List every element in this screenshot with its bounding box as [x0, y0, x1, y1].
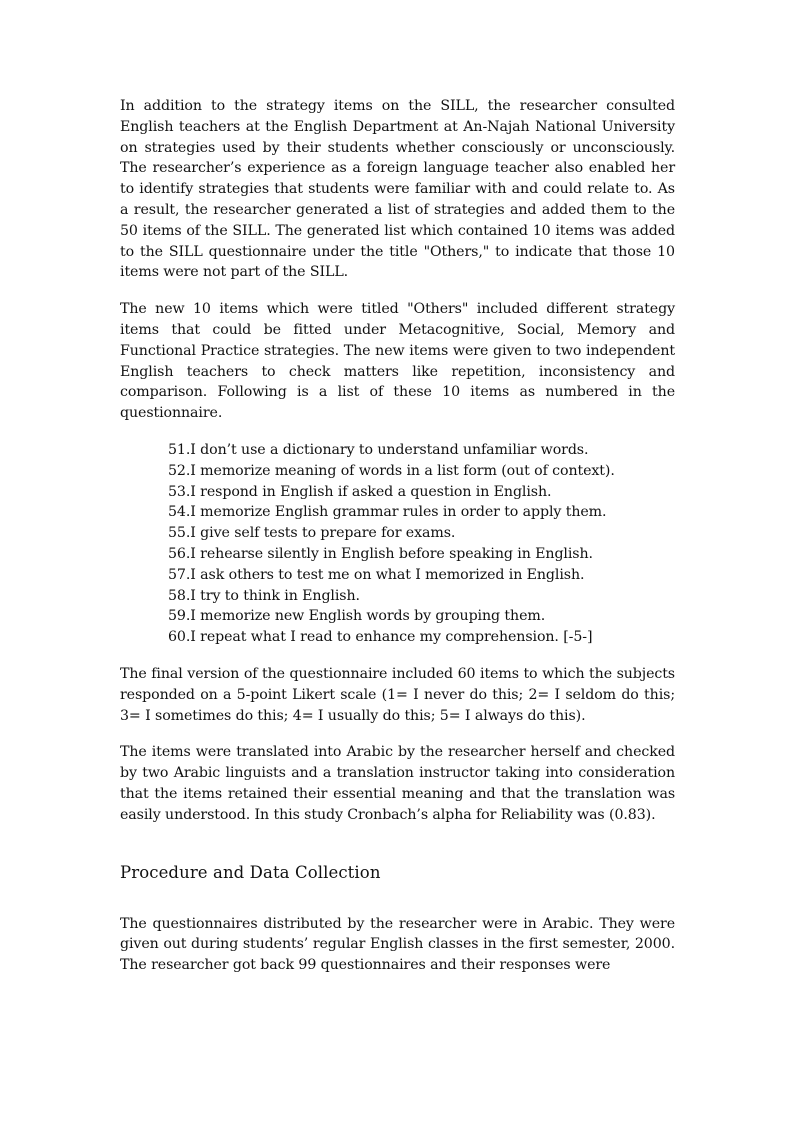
paragraph-strategy-items: In addition to the strategy items on the SILL, the researcher consulted English teachers at the English Department at An-Najah National University on strategies used by their students whether consciously or unconsciously. The researcher’s experience as a foreign language teacher also enabled her to identify strategies that students were familiar with and could relate to. As a result, the researcher generated a list of strategies and added them to the 50 items of the SILL. The generated list which contained 10 items was added to the SILL questionnaire under the title "Others," to indicate that those 10 items were not part of the SILL. [120, 98, 675, 281]
strategy-item-list [120, 440, 675, 648]
list-item-number: 54. [168, 504, 191, 521]
list-item [168, 502, 675, 523]
list-item-number: 51. [168, 441, 191, 458]
list-item [168, 440, 675, 461]
list-item [168, 523, 675, 544]
list-item [168, 482, 675, 503]
list-item [168, 586, 675, 607]
list-item-text: I repeat what I read to enhance my comprehension. [-5-] [190, 629, 593, 646]
list-item-text: I memorize new English words by grouping them. [190, 608, 546, 625]
list-item-number: 59. [168, 608, 191, 625]
list-item-text: I rehearse silently in English before speaking in English. [190, 545, 593, 562]
paragraph-final-version: The final version of the questionnaire included 60 items to which the subjects responded on a 5-point Likert scale (1= I never do this; 2= I seldom do this; 3= I sometimes do this; 4= I usually do this; 5= I always do this). [120, 665, 675, 724]
paragraph-procedure: The questionnaires distributed by the researcher were in Arabic. They were given out during students’ regular English classes in the first semester, 2000. The researcher got back 99 questionnaires and their responses were [120, 915, 675, 974]
paragraph-translation: The items were translated into Arabic by the researcher herself and checked by two Arabic linguists and a translation instructor taking into consideration that the items retained their essential meaning and that the translation was easily understood. In this study Cronbach’s alpha for Reliability was (0.83). [120, 744, 675, 823]
list-item-text: I give self tests to prepare for exams. [190, 525, 456, 542]
list-item [168, 627, 675, 648]
list-item [168, 606, 675, 627]
list-item-text: I memorize meaning of words in a list form (out of context). [190, 462, 615, 479]
list-item-number: 53. [168, 483, 191, 500]
section-heading: Procedure and Data Collection [120, 862, 381, 882]
list-item [168, 565, 675, 586]
list-item-number: 56. [168, 545, 191, 562]
list-item [168, 461, 675, 482]
paragraph-new-items: The new 10 items which were titled "Others" included different strategy items that could be fitted under Metacognitive, Social, Memory and Functional Practice strategies. The new items were given to two independent English teachers to check matters like repetition, inconsistency and comparison. Following is a list of these 10 items as numbered in the questionnaire. [120, 301, 675, 422]
list-item-number: 57. [168, 566, 191, 583]
list-item-number: 58. [168, 587, 191, 604]
list-item-text: I don’t use a dictionary to understand unfamiliar words. [190, 441, 589, 458]
list-item-text: I try to think in English. [190, 587, 360, 604]
list-item-number: 60. [168, 629, 191, 646]
list-item-number: 52. [168, 462, 191, 479]
document-page [120, 96, 675, 992]
list-item-text: I memorize English grammar rules in order to apply them. [190, 504, 607, 521]
list-item-text: I respond in English if asked a question in English. [190, 483, 552, 500]
list-item-number: 55. [168, 525, 191, 542]
list-item-text: I ask others to test me on what I memorized in English. [190, 566, 585, 583]
list-item [168, 544, 675, 565]
